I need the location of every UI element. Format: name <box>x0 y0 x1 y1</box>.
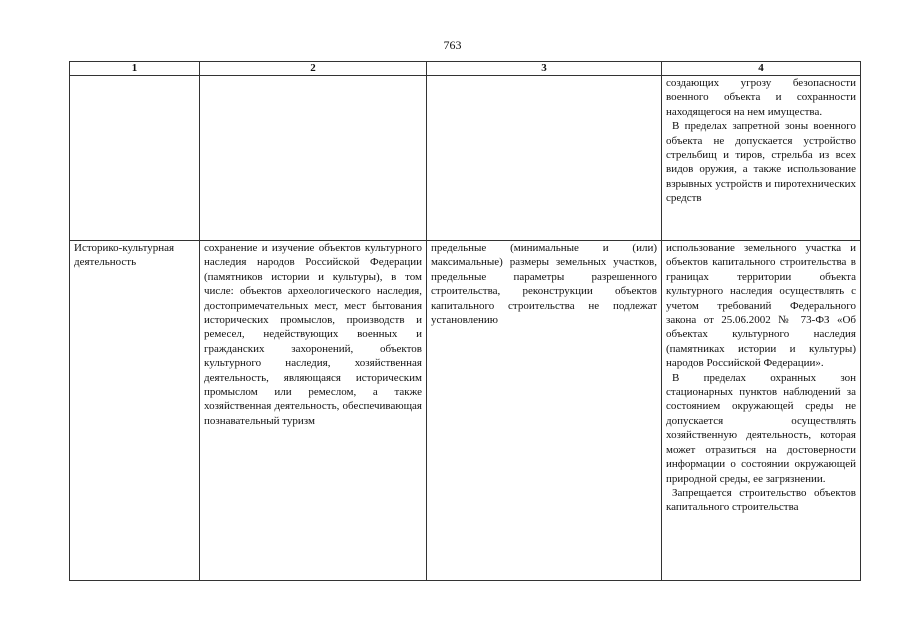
cell-description <box>200 241 427 581</box>
cell-parameters <box>427 76 662 241</box>
table-row <box>70 76 861 241</box>
description-text: сохранение и изучение объектов культурного наследия народов Российской Федерации (памятников истории и культуры), в том числе: объектов археологического наследия, достопримечательных мест, мест бытования исторических промыслов, производств и ремесел, недействующих военных и гражданских захоронений, объектов культурного наследия, хозяйственная деятельность, являющаяся историческим промыслом или ремеслом, а также хозяйственная деятельность, обеспечивающая познавательный туризм <box>204 242 422 427</box>
regulations-table <box>69 61 861 581</box>
cell-restrictions <box>662 76 861 241</box>
page-number: 763 <box>443 38 462 52</box>
table-row <box>70 241 861 581</box>
restriction-paragraph: Запрещается строительство объектов капитального строительства <box>666 486 856 514</box>
table-header-row <box>70 62 861 76</box>
column-header-1: 1 <box>70 62 200 76</box>
cell-parameters <box>427 241 662 581</box>
cell-restrictions <box>662 241 861 581</box>
cell-activity-type: Историко-культурная деятельность <box>70 241 200 581</box>
restriction-paragraph: создающих угрозу безопасности военного объекта и сохранности находящегося на нем имущества. <box>666 77 856 118</box>
column-header-3: 3 <box>427 62 662 76</box>
restriction-paragraph: В пределах запретной зоны военного объекта не допускается устройство стрельбищ и тиров, стрельба из всех видов оружия, а также использование взрывных устройств и пиротехнических средств <box>666 120 856 205</box>
restriction-paragraph: В пределах охранных зон стационарных пунктов наблюдений за состоянием окружающей среды не допускается осуществлять хозяйственную деятельность, которая может отразиться на достоверности информации о состоянии окружающей природной среды, ее загрязнении. <box>666 371 856 485</box>
column-header-4: 4 <box>662 62 861 76</box>
column-header-2: 2 <box>200 62 427 76</box>
parameters-text: предельные (минимальные и (или) максимальные) размеры земельных участков, предельные параметры разрешенного строительства, реконструкции объектов капитального строительства не подлежат установлению <box>431 242 657 327</box>
cell-description <box>200 76 427 241</box>
restriction-paragraph: использование земельного участка и объектов капитального строительства в границах территории объекта культурного наследия осуществлять с учетом требований Федерального закона от 25.06.2002 № 73-ФЗ «Об объектах культурного наследия (памятниках истории и культуры) народов Российской Федерации». <box>666 242 856 370</box>
cell-activity-type <box>70 76 200 241</box>
